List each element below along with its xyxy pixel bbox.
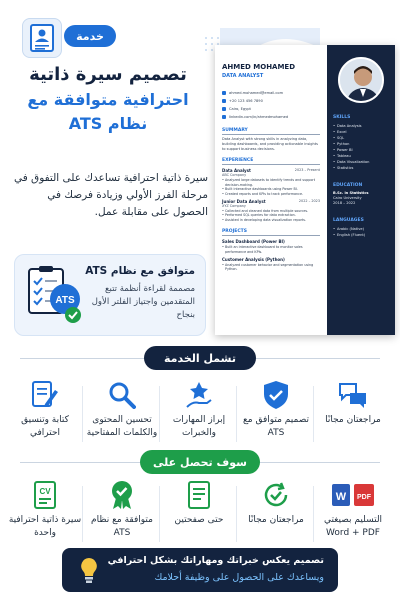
job-company: ABC Company [222,173,247,178]
cv-file-icon [30,480,60,510]
education-heading: EDUCATION [333,183,363,188]
degree: B.Sc. in Statistics [333,191,369,195]
email-icon [222,91,226,95]
resume-main-column [215,45,327,335]
magnifier-icon [107,380,137,410]
banner-line-2: ويساعدك على الحصول على وظيفة أحلامك [154,572,324,583]
linkedin-icon [222,115,226,119]
skill-item: • Excel [333,129,389,135]
job-bullet: • Built interactive dashboards using Power BI. [222,187,320,191]
include-item: مراجعتان مجانًا [316,380,390,450]
deliverable-item: متوافقة مع نظام ATS [85,480,159,550]
project-title: Sales Dashboard (Power BI) [222,239,285,245]
location-icon [222,107,226,111]
project-bullet: • Analyzed customer behavior and segmentation using Python. [222,263,320,272]
title-line-1: تصميم سيرة ذاتية [29,64,187,85]
banner-line-1: تصميم يعكس خبراتك ومهاراتك بشكل احترافي [107,555,324,566]
include-item: إبراز المهارات والخبرات [162,380,236,450]
contact-email: ahmed.mohamed@email.com [222,89,320,97]
university: Cairo University [333,196,362,200]
job-bullet: • Collected and cleaned data from multiple sources. [222,209,320,213]
job-bullet: • Analyzed large datasets to identify trends and support decision-making. [222,178,320,187]
job-entry [222,199,320,222]
education-details [333,191,389,206]
word-pdf-icon [328,480,378,510]
refresh-check-icon [261,480,291,510]
ats-badge-text: ATS [55,295,75,306]
resume-preview [215,45,395,335]
resume-doc-icon [22,18,62,58]
contact-linkedin: linkedin.com/in/ahmedmohamed [222,113,320,121]
shield-check-icon [261,380,291,410]
project-entry [222,239,320,254]
job-bullet: • Performed SQL queries for data extraction. [222,213,320,217]
resume-sidebar [327,45,395,335]
job-bullet: • Created reports and KPIs to track performance. [222,192,320,196]
job-company: XYZ Company [222,204,246,209]
lead-paragraph: سيرة ذاتية احترافية تساعدك على التفوق في مرحلة الفرز الأولي وزيادة فرصك في الحصول على مقابلة عمل. [13,172,208,218]
project-bullet: • Built an interactive dashboard to monitor sales performance and KPIs. [222,245,320,254]
projects-heading: PROJECTS [222,229,320,236]
includes-heading: تشمل الخدمة [144,346,256,370]
chat-bubbles-icon [338,380,368,410]
service-badge: خدمة [64,25,116,47]
contact-phone: +20 123 456 7890 [222,97,320,105]
lightbulb-icon [78,556,100,584]
job-entry [222,168,320,196]
profile-photo [338,57,384,103]
skill-item: • Python [333,141,389,147]
skill-item: • Power BI [333,147,389,153]
ats-card [14,254,206,336]
page-title [8,62,208,136]
svg-text:CV: CV [39,487,51,496]
svg-text:PDF: PDF [357,494,371,501]
project-title: Customer Analysis (Python) [222,257,285,263]
phone-icon [222,99,226,103]
title-line-3: نظام ATS [68,114,148,133]
resume-contact [222,89,320,121]
deliverable-item: W PDF التسليم بصيغتي Word + PDF [316,480,390,550]
job-title: Junior Data Analyst [222,199,266,205]
skills-list [333,123,389,171]
skills-heading: SKILLS [333,115,351,120]
deliverable-item: حتى صفحتين [162,480,236,550]
job-dates: 2023 – Present [294,168,320,173]
project-entry [222,257,320,272]
languages-list [333,226,389,238]
skill-item: • Data Visualization [333,159,389,165]
award-icon [107,480,137,510]
job-title: Data Analyst [222,168,251,174]
skill-item: • Data Analysis [333,123,389,129]
ats-title: متوافق مع نظام ATS [85,265,195,277]
deliverable-item: مراجعتان مجانًا [239,480,313,550]
summary-text: Data Analyst with strong skills in analyzing data, building dashboards, and providing actionable insights to support business decisions. [222,137,318,151]
deliverable-item: CV سيرة ذاتية احترافية واحدة [8,480,82,550]
title-line-2: احترافية متوافقة مع [27,90,189,109]
skill-item: • SQL [333,135,389,141]
include-item: تحسين المحتوى والكلمات المفتاحية [85,380,159,450]
edit-document-icon [30,380,60,410]
skill-item: • Tableau [333,153,389,159]
contact-location: Cairo, Egypt [222,105,320,113]
ats-checklist-icon [23,265,85,327]
includes-grid [8,380,392,450]
deliverables-grid [8,480,392,550]
language-item: • English (Fluent) [333,232,389,238]
job-bullet: • Assisted in developing data visualization reports. [222,218,320,222]
svg-text:W: W [335,491,347,503]
cta-banner [62,548,338,592]
include-item: تصميم متوافق مع ATS [239,380,313,450]
languages-heading: LANGUAGES [333,218,364,223]
education-dates: 2018 – 2022 [333,201,356,205]
hand-star-icon [184,380,214,410]
include-item: كتابة وتنسيق احترافي [8,380,82,450]
experience-heading: EXPERIENCE [222,158,320,165]
job-dates: 2022 – 2023 [298,199,320,204]
ats-description: مصممة لقراءة أنظمة تتبع المتقدمين واجتياز الفلتر الأول بنجاح [91,284,195,320]
skill-item: • Statistics [333,165,389,171]
resume-role: DATA ANALYST [222,73,264,79]
summary-heading: SUMMARY [222,128,320,135]
deliverables-heading: سوف تحصل على [140,450,260,474]
language-item: • Arabic (Native) [333,226,389,232]
pages-icon [184,480,214,510]
resume-name: AHMED MOHAMED [222,63,296,71]
